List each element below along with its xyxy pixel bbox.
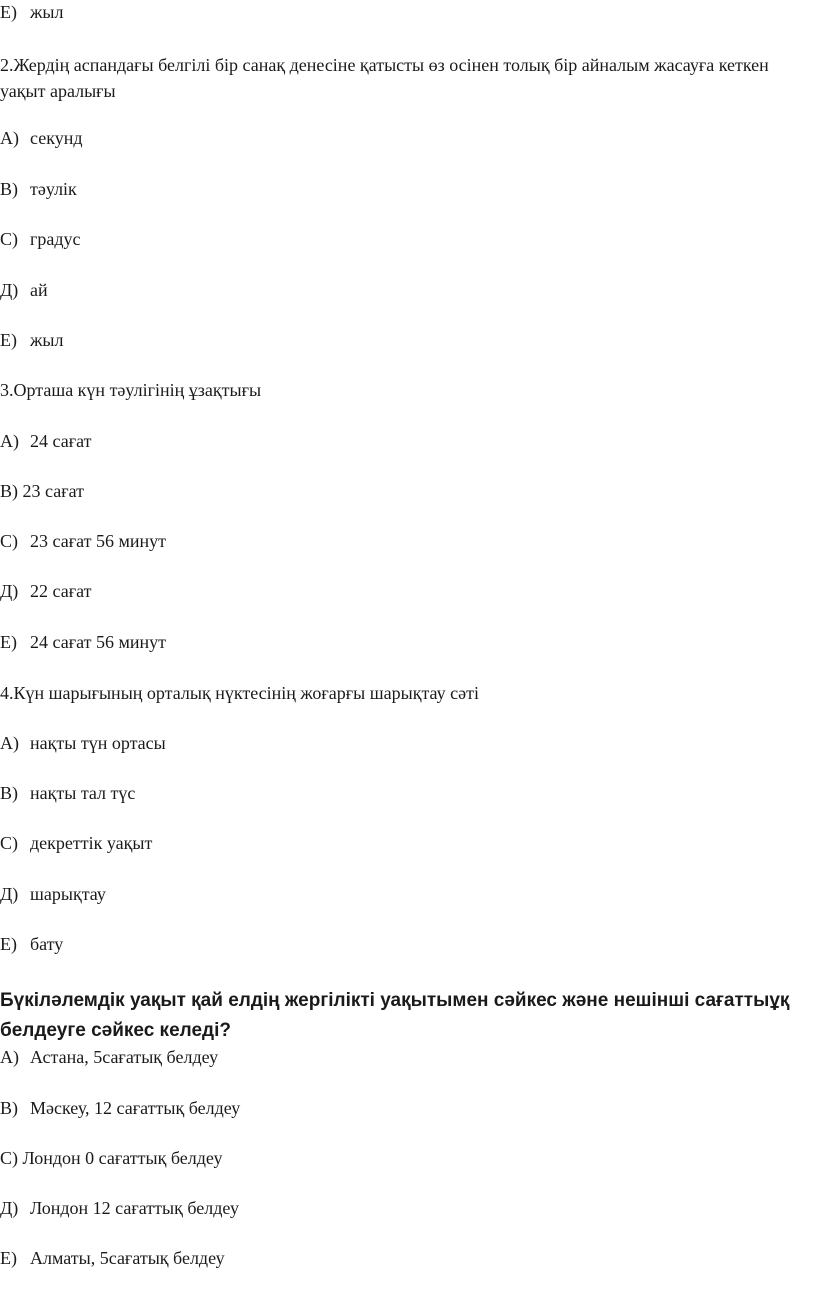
option-text: Алматы, 5сағатық белдеу bbox=[30, 1248, 225, 1268]
option-letter: А) bbox=[0, 733, 19, 753]
option-letter: А) bbox=[0, 1047, 19, 1067]
q4-option-b bbox=[0, 781, 135, 805]
option-e-top bbox=[0, 0, 64, 24]
option-text: бату bbox=[30, 934, 64, 954]
option-letter: А) bbox=[0, 431, 19, 451]
q3-option-a bbox=[0, 429, 91, 453]
option-letter: Д) bbox=[0, 1198, 19, 1218]
option-letter: Е) bbox=[0, 1248, 17, 1268]
option-text: секунд bbox=[30, 128, 83, 148]
q3-option-d bbox=[0, 579, 91, 603]
option-text: Мәскеу, 12 сағаттық белдеу bbox=[30, 1098, 241, 1118]
question-5-text: Бүкіләлемдік уақыт қай елдің жергілікті уақытымен сәйкес және нешінші сағаттыұқ белдеуге сәйкес келеді? bbox=[0, 990, 790, 1041]
q3-option-c bbox=[0, 529, 166, 553]
option-letter: В) bbox=[0, 179, 18, 199]
option-letter: Д) bbox=[0, 581, 19, 601]
q2-option-e bbox=[0, 328, 64, 352]
option-letter: С) bbox=[0, 229, 18, 249]
q2-option-c bbox=[0, 227, 81, 251]
q4-option-a bbox=[0, 731, 166, 755]
question-3-text: 3.Орташа күн тәулігінің ұзақтығы bbox=[0, 380, 262, 400]
option-text: градус bbox=[30, 229, 81, 249]
q2-option-b bbox=[0, 177, 77, 201]
option-text: Астана, 5сағатық белдеу bbox=[30, 1047, 219, 1067]
option-letter: Д) bbox=[0, 884, 19, 904]
option-letter: С) bbox=[0, 1148, 18, 1168]
option-text: 22 сағат bbox=[30, 581, 92, 601]
option-text: 24 сағат 56 минут bbox=[30, 632, 166, 652]
q5-option-d bbox=[0, 1196, 239, 1220]
option-text: 24 сағат bbox=[30, 431, 92, 451]
option-letter: А) bbox=[0, 128, 19, 148]
option-text: жыл bbox=[30, 2, 64, 22]
option-letter: В) bbox=[0, 481, 18, 501]
option-text: Лондон 0 сағаттық белдеу bbox=[22, 1148, 223, 1168]
option-letter: Д) bbox=[0, 280, 19, 300]
q4-option-d bbox=[0, 882, 106, 906]
q4-option-e bbox=[0, 932, 63, 956]
option-text: жыл bbox=[30, 330, 64, 350]
option-text: декреттік уақыт bbox=[30, 833, 153, 853]
option-text: нақты тал түс bbox=[30, 783, 136, 803]
option-text: нақты түн ортасы bbox=[30, 733, 166, 753]
q4-option-c bbox=[0, 831, 152, 855]
q2-option-d bbox=[0, 278, 48, 302]
option-text: 23 сағат 56 минут bbox=[30, 531, 166, 551]
option-letter: Е) bbox=[0, 2, 17, 22]
option-letter: Е) bbox=[0, 934, 17, 954]
q2-option-a bbox=[0, 126, 82, 150]
option-letter: С) bbox=[0, 833, 18, 853]
option-text: Лондон 12 сағаттық белдеу bbox=[30, 1198, 239, 1218]
q5-option-b bbox=[0, 1096, 240, 1120]
q5-option-a bbox=[0, 1045, 218, 1069]
option-text: тәулік bbox=[30, 179, 77, 199]
option-text: шарықтау bbox=[30, 884, 106, 904]
option-letter: С) bbox=[0, 531, 18, 551]
option-letter: В) bbox=[0, 1098, 18, 1118]
question-4-text: 4.Күн шарығының орталық нүктесінің жоғарғы шарықтау сәті bbox=[0, 683, 479, 703]
option-text: 23 сағат bbox=[22, 481, 84, 501]
q5-option-e bbox=[0, 1246, 225, 1270]
option-letter: Е) bbox=[0, 632, 17, 652]
q3-option-e bbox=[0, 630, 166, 654]
option-letter: В) bbox=[0, 783, 18, 803]
option-text: ай bbox=[30, 280, 48, 300]
option-letter: Е) bbox=[0, 330, 17, 350]
q5-option-c bbox=[0, 1146, 222, 1170]
question-2-text: 2.Жердің аспандағы белгілі бір санақ денесіне қатысты өз осінен толық бір айналым жасауға кеткен уақыт аралығы bbox=[0, 55, 769, 101]
q3-option-b bbox=[0, 479, 84, 503]
